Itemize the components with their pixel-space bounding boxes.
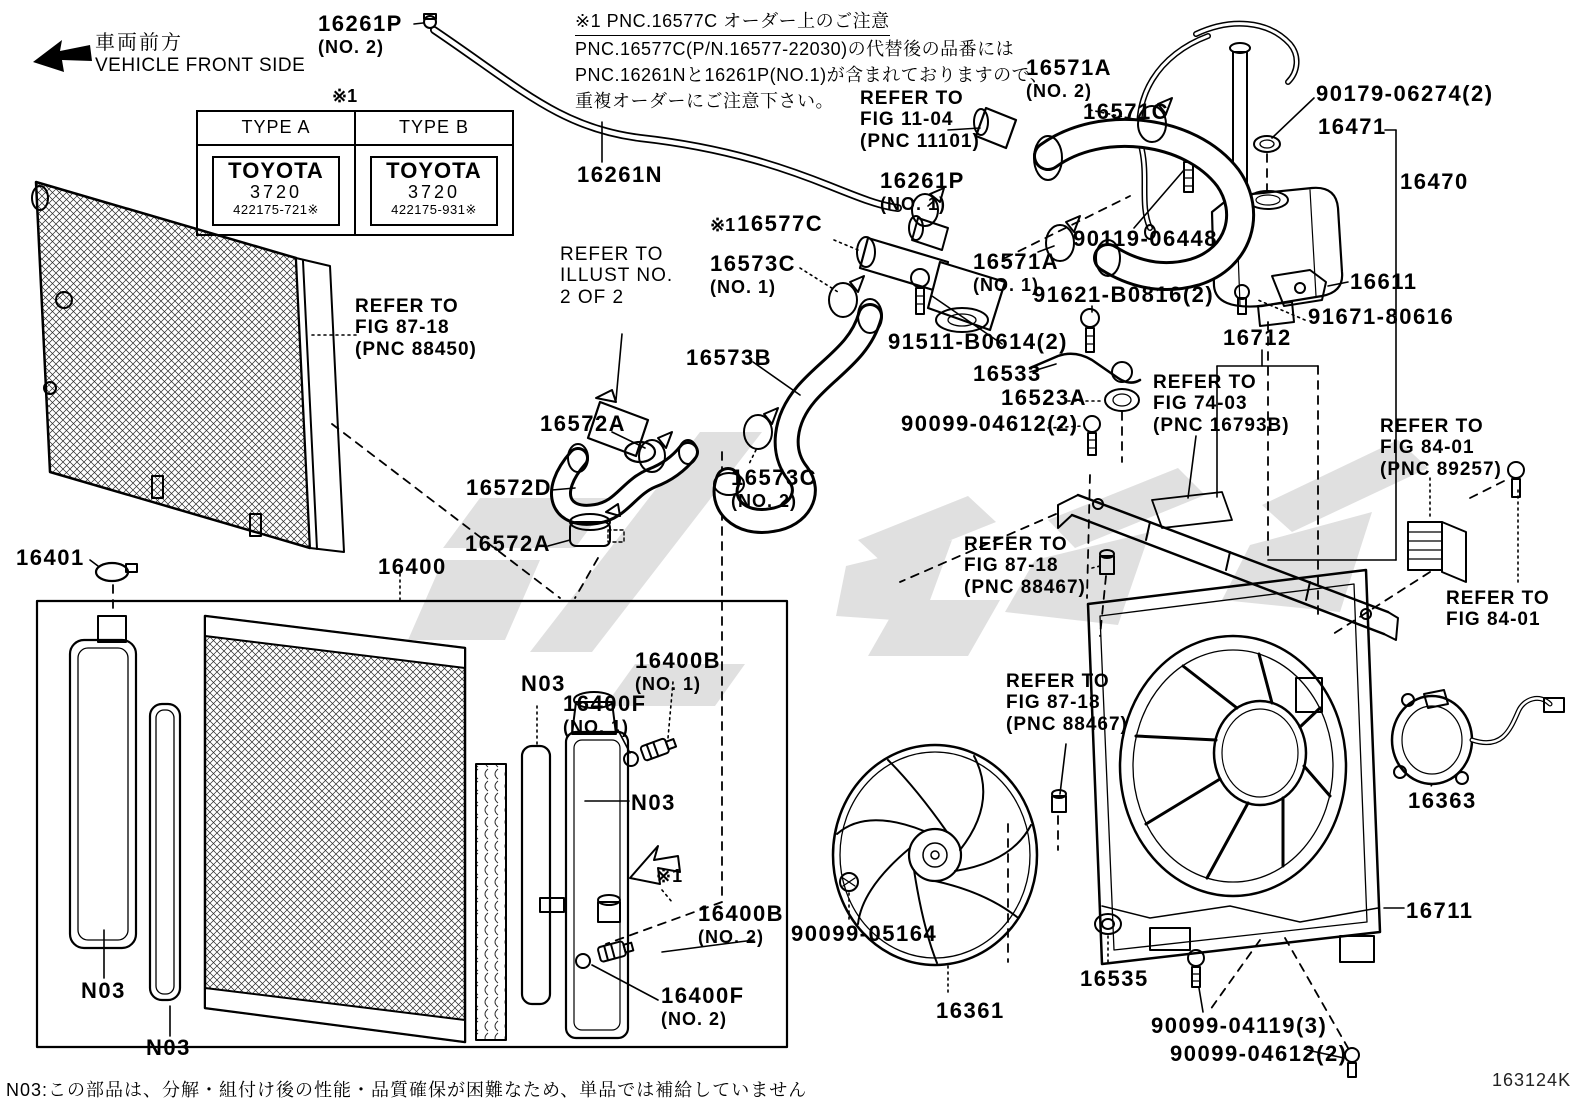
ref-fig-87-18-low: REFER TO FIG 87-18 (PNC 88467) (1006, 671, 1128, 735)
n03-label-4: N03 (146, 1035, 191, 1060)
part-label-16400f-no2: 16400F (NO. 2) (661, 983, 745, 1029)
type-table (196, 110, 514, 236)
front-side-header (95, 26, 305, 77)
part-label-16261p-no1: 16261P (NO. 1) (880, 168, 965, 214)
ref-fig-87-18-mid: REFER TO FIG 87-18 (PNC 88467) (964, 534, 1086, 598)
part-label-16572a-bottom: 16572A (465, 531, 552, 556)
sticker-type-b: TOYOTA 3720 422175-931※ (370, 156, 498, 226)
part-label-91621-b0816: 91621-B0816(2) (1033, 282, 1215, 307)
part-label-16571a-no2: 16571A (NO. 2) (1026, 55, 1113, 101)
part-label-16400f-no1: 16400F (NO. 1) (563, 691, 647, 737)
part-label-16261n: 16261N (577, 162, 664, 187)
fan-shroud-drawing (1088, 570, 1380, 964)
part-label-16711: 16711 (1406, 898, 1474, 923)
part-label-16533: 16533 (973, 361, 1042, 386)
part-label-16361: 16361 (936, 998, 1005, 1023)
part-label-16400b-no1: 16400B (NO. 1) (635, 648, 722, 694)
part-label-16573c-no1: 16573C (NO. 1) (710, 251, 797, 297)
part-label-16572d: 16572D (466, 475, 553, 500)
ref-fig-74-03: REFER TO FIG 74-03 (PNC 16793B) (1153, 372, 1290, 436)
star1-mark: ※1 (656, 866, 684, 886)
part-label-90179-06274: 90179-06274(2) (1316, 81, 1494, 106)
notice-line4: 重複オーダーにご注意下さい。 (575, 91, 834, 111)
part-label-16573b: 16573B (686, 345, 773, 370)
part-label-16471: 16471 (1318, 114, 1387, 139)
ref-fig-84-01-b: REFER TO FIG 84-01 (1446, 588, 1550, 631)
part-label-16470: 16470 (1400, 169, 1469, 194)
n03-label-2: N03 (631, 790, 676, 815)
n03-label-1: N03 (521, 671, 566, 696)
sticker-type-a: TOYOTA 3720 422175-721※ (212, 156, 340, 226)
part-label-91511-b0614: 91511-B0614(2) (888, 329, 1069, 354)
type-a-header: TYPE A (198, 112, 356, 144)
part-label-90099-04119: 90099-04119(3) (1151, 1013, 1328, 1038)
part-label-16535: 16535 (1080, 966, 1149, 991)
part-label-16573c-no2: 16573C (NO. 2) (731, 465, 818, 511)
part-label-91671-80616: 91671-80616 (1308, 304, 1455, 329)
part-label-16571a-no1: 16571A (NO. 1) (973, 249, 1060, 295)
part-label-16523a: 16523A (1001, 385, 1088, 410)
part-label-16401: 16401 (16, 545, 85, 570)
front-side-en: VEHICLE FRONT SIDE (95, 55, 306, 76)
type-b-header: TYPE B (398, 117, 470, 137)
condenser-drawing (32, 182, 344, 552)
n03-label-3: N03 (81, 978, 126, 1003)
part-label-16572a-top: 16572A (540, 411, 627, 436)
part-label-90099-05164: 90099-05164 (791, 921, 938, 946)
part-label-16261p-no2: 16261P (NO. 2) (318, 11, 403, 57)
ref-illust-2of2: REFER TO ILLUST NO. 2 OF 2 (560, 244, 674, 308)
notice-line2: PNC.16577C(P/N.16577-22030)の代替後の品番には (575, 39, 1015, 59)
part-label-90119-06448: 90119-06448 (1073, 226, 1218, 251)
notice-title: ※1 PNC.16577C オーダー上のご注意 (575, 8, 890, 36)
notice-line3: PNC.16261Nと16261P(NO.1)が含まれておりますので、 (575, 65, 1049, 85)
ref-fig-87-18-condenser: REFER TO FIG 87-18 (PNC 88450) (355, 296, 477, 360)
ref-fig-84-01-a: REFER TO FIG 84-01 (PNC 89257) (1380, 416, 1502, 480)
table-note-mark: ※1 (332, 86, 358, 106)
part-label-16400: 16400 (378, 554, 447, 579)
part-label-16363: 16363 (1408, 788, 1477, 813)
part-label-90099-04612-bot: 90099-04612(2) (1170, 1041, 1348, 1066)
part-label-90099-04612-top: 90099-04612(2) (901, 411, 1079, 436)
front-side-jp: 車両前方 (95, 32, 183, 54)
part-label-16712: 16712 (1223, 325, 1292, 350)
part-label-16571c: 16571C (1083, 99, 1170, 124)
fan-motor-drawing (1392, 690, 1564, 784)
part-label-16400b-no2: 16400B (NO. 2) (698, 901, 785, 947)
ref-fig-11-04: REFER TO FIG 11-04 (PNC 11101) (860, 88, 980, 152)
drawing-id: 163124K (1492, 1070, 1572, 1090)
part-label-16611: 16611 (1350, 269, 1418, 294)
footnote: N03:この部品は、分解・組付け後の性能・品質確保が困難なため、単品では補給していません (6, 1080, 808, 1099)
vehicle-front-arrow-icon (33, 40, 92, 72)
part-label-16577c: ※116577C (710, 211, 824, 236)
